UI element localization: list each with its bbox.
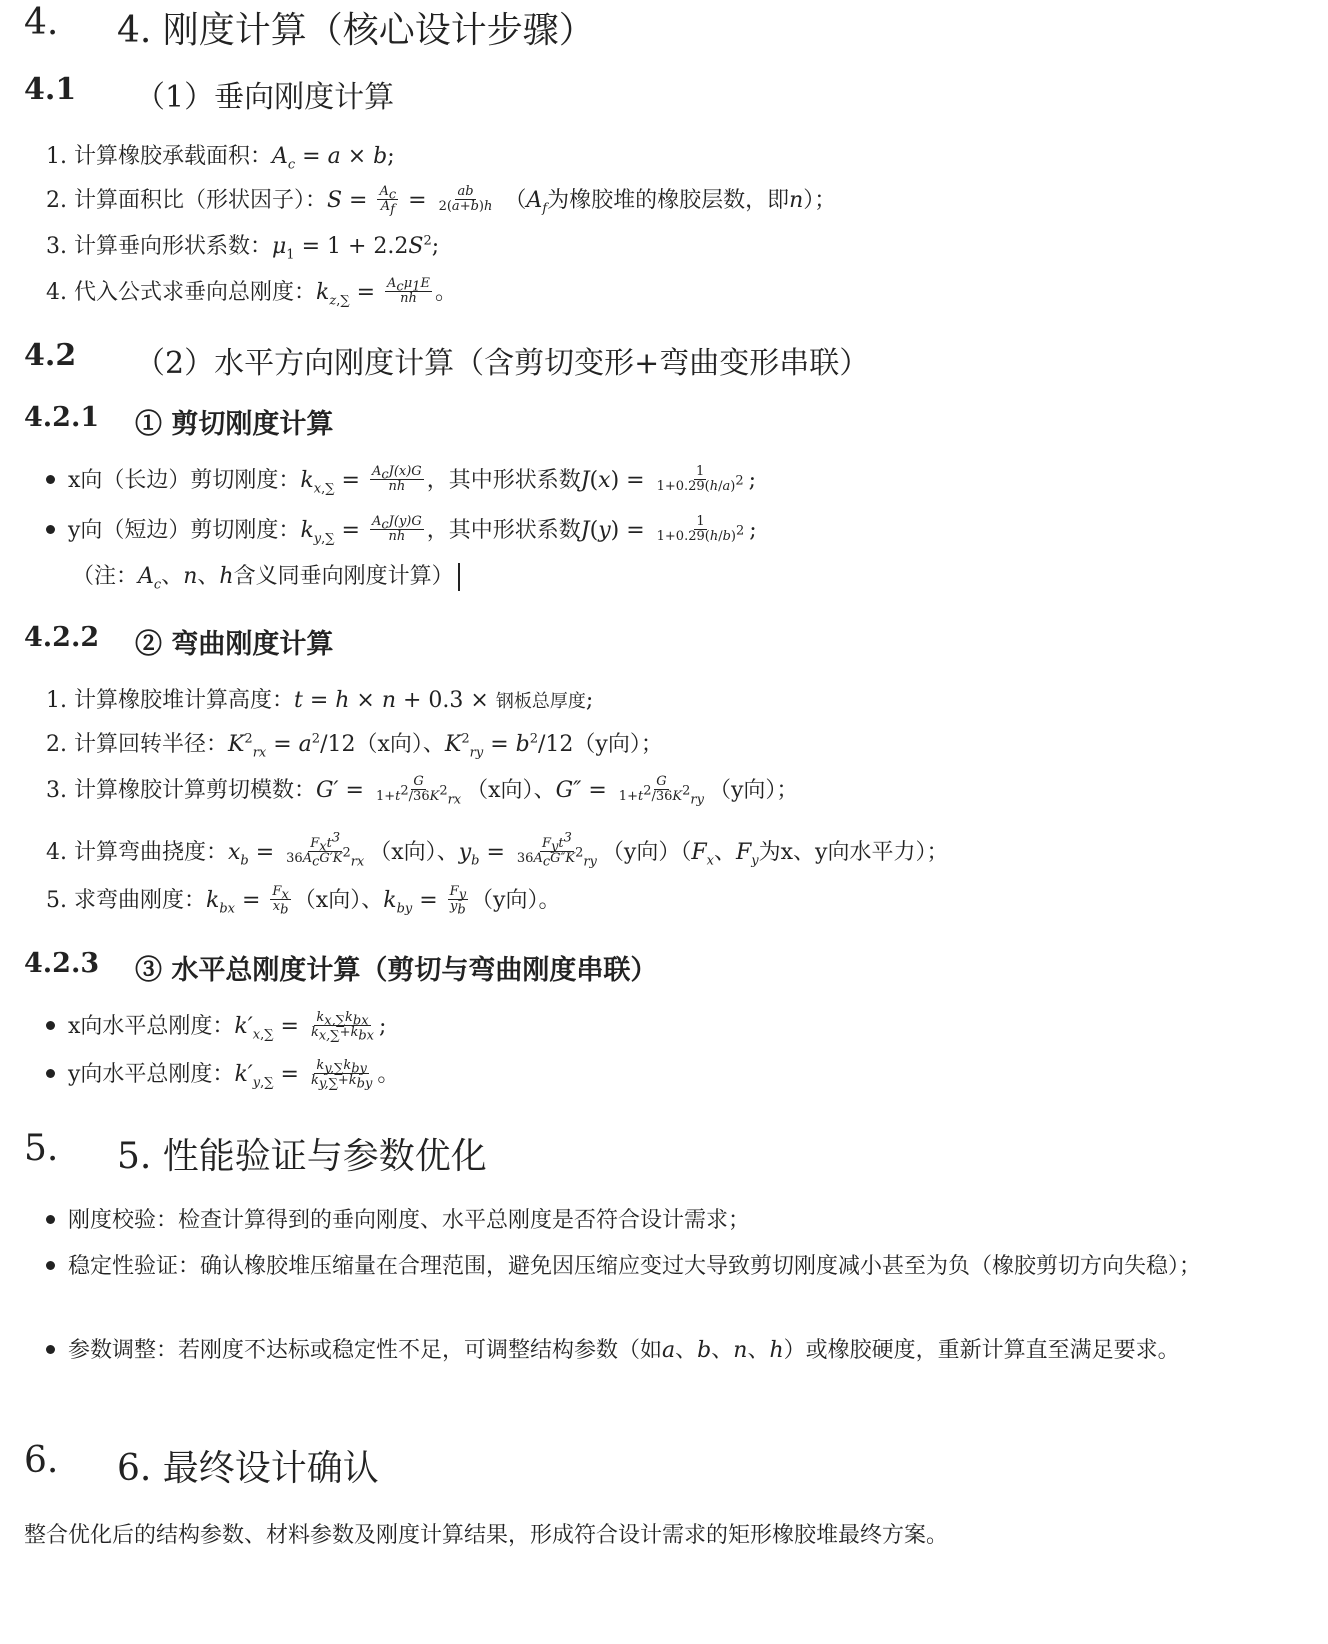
subsection-title: （1）垂向刚度计算 [135,80,395,115]
list-item: 1. 计算橡胶承载面积：$A_c = a \times b$; [46,144,395,173]
list-item: y向水平总刚度：$k'_{y,\sum}$ = $\frac{k_{y,\sum}k_{by}}{k_{y,\sum}+k_{by}}$ 。 [46,1060,399,1090]
list-item: 5. 求弯曲刚度：$k_{bx}$ = $\frac{F_x}{x_b}$ （x向）、$k_{by}$ = $\frac{F_y}{y_b}$ （y向）。 [46,883,561,918]
paragraph: 整合优化后的结构参数、材料参数及刚度计算结果，形成符合设计需求的矩形橡胶堆最终方案。 [24,1523,949,1548]
subsection-number: 4.1 [24,72,77,107]
section-title: 6. 最终设计确认 [117,1448,379,1489]
subsection-title: （2）水平方向刚度计算（含剪切变形+弯曲变形串联） [135,346,870,381]
list-item: 稳定性验证：确认橡胶堆压缩量在合理范围，避免因压缩应变过大导致剪切刚度减小甚至为负（橡胶剪切方向失稳）； [46,1250,1216,1284]
bullet-icon [46,525,55,534]
list-item: 2. 计算回转半径：$K^2_{rx} = a^2/12(x$向）、$K^2_{ry} = b^2/12(y$向）； [46,731,663,761]
list-item: x向（长边）剪切刚度：$k_{x,\sum}$ = $\frac{A_cJ(x)G}{nh}$ ，其中形状系数J(x) = $\frac{1}{1+0.29(h/a)^2}$ ; [46,466,756,496]
section-title: 5. 性能验证与参数优化 [117,1136,487,1177]
list-item: 参数调整：若刚度不达标或稳定性不足，可调整结构参数（如a、b、n、h）或橡胶硬度，重新计算直至满足要求。 [46,1334,1216,1368]
list-item: 4. 代入公式求垂向总刚度：$k_{z,\sum}$ = $\frac{A_c\mu_1E}{nh}$ 。 [46,275,457,309]
bullet-icon [46,1215,55,1224]
subsubsection-title: ② 弯曲刚度计算 [135,629,334,660]
subsubsection-title: ③ 水平总刚度计算（剪切与弯曲刚度串联） [135,955,658,986]
list-item: 4. 计算弯曲挠度：$x_b$ = $\frac{F_xt^3}{36A_cG'K^2_{rx}}$ （x向）、$y_b$ = $\frac{F_yt^3}{36A_cG''K^2_{ry}}$ （y向）（$F_x$、$F_y$为x、y向水平力）； [46,830,949,870]
list-item: 刚度校验：检查计算得到的垂向刚度、水平总刚度是否符合设计需求； [46,1206,750,1236]
list-item: x向水平总刚度：$k'_{x,\sum}$ = $\frac{k_{x,\sum}k_{bx}}{k_{x,\sum}+k_{bx}}$ ; [46,1012,386,1042]
bullet-icon [46,1069,55,1078]
list-item: y向（短边）剪切刚度：$k_{y,\sum}$ = $\frac{A_cJ(y)G}{nh}$ ，其中形状系数J(y) = $\frac{1}{1+0.29(h/b)^2}$ ; [46,516,757,546]
list-item: 3. 计算橡胶计算剪切模数：G′ = $\frac{G}{1+t^2/36K^2_{rx}}$ （x向）、G″ = $\frac{G}{1+t^2/36K^2_{ry}}$ （y向）； [46,773,799,808]
text-cursor [458,563,460,591]
subsubsection-number: 4.2.2 [24,622,100,653]
section-number: 4. [24,2,59,43]
bullet-icon [46,1261,55,1270]
section-title: 4. 刚度计算（核心设计步骤） [117,10,595,51]
subsubsection-title: ① 剪切刚度计算 [135,409,334,440]
bullet-icon [46,1021,55,1030]
section-number: 6. [24,1440,59,1481]
list-item: 3. 计算垂向形状系数：$\mu_1 = 1 + 2.2S^2$; [46,233,440,263]
list-item: 1. 计算橡胶堆计算高度：t = h × n + 0.3 × 钢板总厚度; [46,688,594,713]
subsubsection-number: 4.2.3 [24,948,100,979]
section-number: 5. [24,1128,59,1169]
list-item: 2. 计算面积比（形状因子）：S = $\frac{A_c}{A_f}$ = $\frac{ab}{2(a+b)h}$ （$A_f$为橡胶堆的橡胶层数，即n）； [46,183,837,218]
subsection-number: 4.2 [24,338,77,373]
bullet-icon [46,475,55,484]
subsubsection-number: 4.2.1 [24,402,100,433]
note-text: （注：$A_c$、n、h含义同垂向刚度计算） [72,562,460,592]
bullet-icon [46,1345,55,1354]
